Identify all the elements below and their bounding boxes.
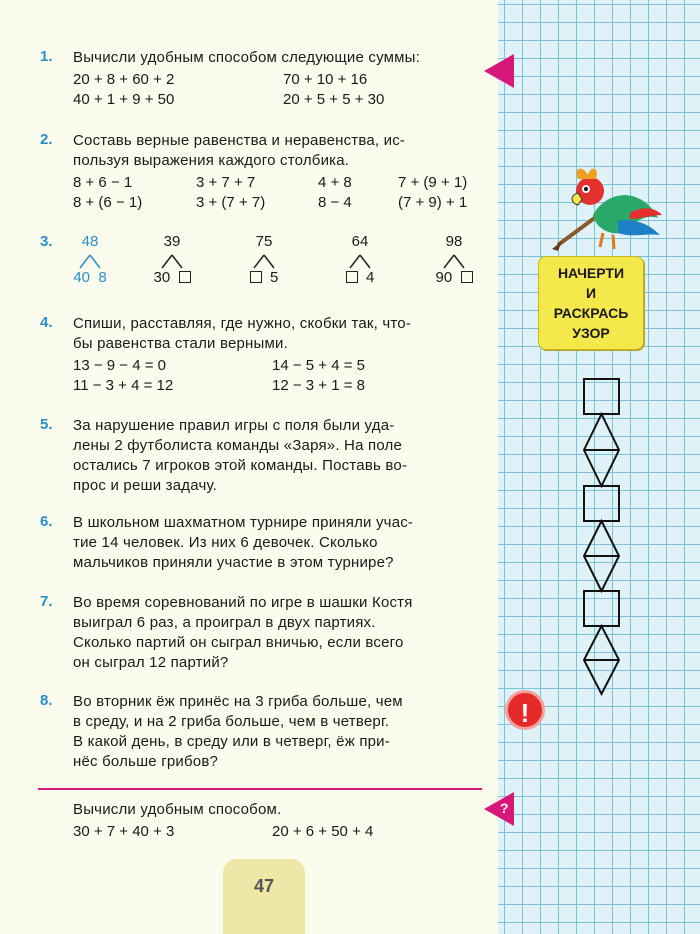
task-text: пользуя выражения каждого столбика. (73, 152, 350, 169)
task-number: 1. (40, 48, 53, 65)
task-text: лены 2 футболиста команды «Заря». На поле (73, 437, 403, 454)
task-text: прос и реши задачу. (73, 477, 218, 494)
expression: 13 − 9 − 4 = 0 (73, 357, 166, 374)
task-text: В какой день, в среду или в четверг, ёж при- (73, 733, 390, 750)
task-text: Вычисли удобным способом следующие суммы: (73, 49, 421, 66)
tree-branches (439, 253, 469, 269)
task-text: тие 14 человек. Из них 6 девочек. Сколько (73, 534, 378, 551)
expression: 11 − 3 + 4 = 12 (73, 377, 174, 394)
empty-box (461, 271, 473, 283)
empty-box (250, 271, 262, 283)
tree-top: 64 (351, 233, 369, 250)
expression: 3 + 7 + 7 (196, 174, 256, 191)
tree-top: 75 (255, 233, 273, 250)
task-text: бы равенства стали верными. (73, 335, 288, 352)
expression: 4 + 8 (318, 174, 352, 191)
task-text: остались 7 игроков этой команды. Поставь во- (73, 457, 408, 474)
instruction-badge (538, 256, 644, 350)
expression: (7 + 9) + 1 (398, 194, 468, 211)
expression: 12 − 3 + 1 = 8 (272, 377, 365, 394)
task-text: За нарушение правил игры с поля были уда- (73, 417, 395, 434)
section-divider (38, 788, 482, 790)
expression: 7 + (9 + 1) (398, 174, 468, 191)
task-text: в среду, и на 2 гриба больше, чем в четверг. (73, 713, 390, 730)
task-text: Спиши, расставляя, где нужно, скобки так, что- (73, 315, 412, 332)
tree-branches (345, 253, 375, 269)
task-text: Сколько партий он сыграл вничью, если всего (73, 634, 404, 651)
badge-line: НАЧЕРТИ (557, 265, 625, 281)
parrot-illustration (548, 163, 663, 255)
task-text: выиграл 6 раз, а проиграл в двух партиях. (73, 614, 376, 631)
number-tree (330, 233, 390, 286)
number-tree (60, 233, 120, 286)
task-text: Составь верные равенства и неравенства, ис- (73, 132, 406, 149)
task-number: 7. (40, 593, 53, 610)
tree-left: 30 (153, 269, 171, 286)
expression: 8 + 6 − 1 (73, 174, 133, 191)
task-text: он сыграл 12 партий? (73, 654, 229, 671)
pink-triangle-marker (484, 54, 514, 88)
pink-triangle-marker (484, 792, 514, 826)
expression: 8 + (6 − 1) (73, 194, 143, 211)
tree-top: 98 (445, 233, 463, 250)
tree-branches (249, 253, 279, 269)
task-number: 8. (40, 692, 53, 709)
task-number: 5. (40, 416, 53, 433)
empty-box (179, 271, 191, 283)
exclamation-icon: ! (505, 690, 545, 730)
tree-branches (75, 253, 105, 269)
task-text: нёс больше грибов? (73, 753, 219, 770)
badge-line: РАСКРАСЬ (553, 305, 629, 321)
badge-line: И (585, 285, 597, 301)
question-mark-icon: ? (500, 800, 509, 816)
tree-top: 48 (81, 233, 99, 250)
expression: 40 + 1 + 9 + 50 (73, 91, 175, 108)
expression: 8 − 4 (318, 194, 352, 211)
tree-right: 8 (98, 269, 107, 286)
number-tree (234, 233, 294, 286)
expression: 20 + 8 + 60 + 2 (73, 71, 175, 88)
task-text: Во вторник ёж принёс на 3 гриба больше, чем (73, 693, 403, 710)
tree-branches (157, 253, 187, 269)
expression: 14 − 5 + 4 = 5 (272, 357, 365, 374)
badge-line: УЗОР (572, 325, 610, 341)
page-number: 47 (223, 859, 305, 934)
geometric-pattern (572, 376, 632, 698)
task-number: 4. (40, 314, 53, 331)
expression: 70 + 10 + 16 (283, 71, 368, 88)
task-text: В школьном шахматном турнире приняли учас- (73, 514, 414, 531)
empty-box (346, 271, 358, 283)
tree-left: 90 (435, 269, 453, 286)
expression: 20 + 5 + 5 + 30 (283, 91, 385, 108)
task-number: 6. (40, 513, 53, 530)
expression: 3 + (7 + 7) (196, 194, 266, 211)
tree-left: 40 (73, 269, 90, 286)
expression: 30 + 7 + 40 + 3 (73, 823, 175, 840)
extra-task-title: Вычисли удобным способом. (73, 801, 282, 818)
task-text: мальчиков приняли участие в этом турнире? (73, 554, 394, 571)
number-tree (142, 233, 202, 286)
expression: 20 + 6 + 50 + 4 (272, 823, 374, 840)
tree-right: 5 (270, 269, 279, 286)
task-number: 3. (40, 233, 53, 250)
task-text: Во время соревнований по игре в шашки Костя (73, 594, 413, 611)
number-tree (424, 233, 484, 286)
task-number: 2. (40, 131, 53, 148)
tree-top: 39 (163, 233, 181, 250)
tree-right: 4 (366, 269, 375, 286)
